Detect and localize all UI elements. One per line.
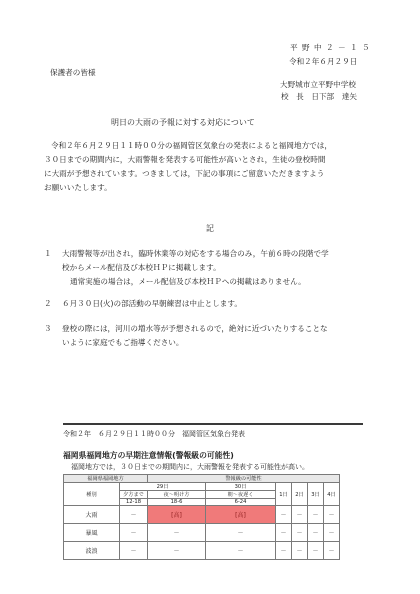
document-number: 平 野 中 ２ － １ ５ [290, 43, 371, 52]
table-hours-2: 18-6 [148, 499, 206, 506]
table-cell: － [324, 506, 340, 524]
body-paragraph [44, 139, 384, 195]
table-period-2: 夜～明け方 [148, 491, 206, 499]
table-cell-warning: [高] [206, 506, 276, 524]
table-day-4: 4日 [324, 483, 340, 506]
table-cell: － [120, 542, 148, 560]
body-line-3: に大雨が予想されています。つきましては，下記の事項にご留意いただきますよう [44, 169, 325, 178]
table-cell: － [148, 542, 206, 560]
table-period-1: 夕方まで [120, 491, 148, 499]
item-3-line-2: いように家庭でもご指導ください。 [62, 338, 184, 347]
table-day-30: 30日 [206, 483, 276, 491]
table-cell: － [292, 506, 308, 524]
table-row-label: 暴風 [64, 524, 120, 542]
item-2-number: ２ [44, 299, 52, 308]
table-cell-warning: [高] [148, 506, 206, 524]
document-date: 令和２年６月２９日 [289, 57, 358, 66]
table-cell: － [324, 524, 340, 542]
item-1-number: １ [44, 249, 52, 258]
notice-heading: 福岡県福岡地方の早期注意情報(警報級の可能性) [63, 451, 234, 460]
item-3 [62, 322, 392, 350]
table-cell: － [120, 506, 148, 524]
table-cell: － [206, 542, 276, 560]
table-possibility: 警報級の可能性 [148, 475, 340, 483]
table-day-3: 3日 [308, 483, 324, 506]
item-3-number: ３ [44, 324, 52, 333]
table-cell: － [148, 524, 206, 542]
table-day-1: 1日 [276, 483, 292, 506]
table-cell: － [292, 524, 308, 542]
table-day-29: 29日 [120, 483, 206, 491]
table-row [64, 524, 340, 542]
item-1 [62, 247, 392, 289]
table-cell: － [308, 542, 324, 560]
table-cell: － [120, 524, 148, 542]
table-row [64, 506, 340, 524]
table-cell: － [276, 542, 292, 560]
table-row-label: 大雨 [64, 506, 120, 524]
body-line-2: ３０日までの期間内に，大雨警報を発表する可能性が高いとされ，生徒の登校時間 [44, 155, 326, 164]
body-line-4: お願いいたします。 [44, 183, 112, 192]
body-line-1: 令和２年６月２９日１１時００分の福岡管区気象台の発表によると福岡地方では， [51, 141, 332, 150]
table-cell: － [292, 542, 308, 560]
ki-heading: 記 [206, 224, 214, 233]
table-region: 福岡県福岡地方 [64, 475, 148, 483]
item-1-line-2: 校からメール配信及び本校ＨＰに掲載します。 [62, 263, 221, 272]
item-1-line-1: 大雨警報等が出され，臨時休業等の対応をする場合のみ，午前６時の段階で学 [62, 249, 329, 258]
item-1-line-3: 通常実施の場合は，メール配信及び本校ＨＰへの掲載はありません。 [70, 277, 306, 286]
school-name: 大野城市立平野中学校 [280, 80, 356, 89]
table-period-3: 朝～夜遅く [206, 491, 276, 499]
item-2-line-1: ６月３０日(火)の部活動の早朝練習は中止とします。 [62, 299, 242, 308]
item-3-line-1: 登校の際には，河川の増水等が予想されるので，絶対に近づいたりすることな [62, 324, 328, 333]
table-cell: － [324, 542, 340, 560]
table-cell: － [276, 524, 292, 542]
recipient: 保護者の皆様 [50, 68, 96, 77]
table-cell: － [206, 524, 276, 542]
notice-issued: 令和２年 ６月２９日１１時００分 福岡管区気象台発表 [63, 430, 245, 438]
table-cell: － [276, 506, 292, 524]
table-cell: － [308, 506, 324, 524]
table-day-2: 2日 [292, 483, 308, 506]
table-hours-1: 12-18 [120, 499, 148, 506]
document-title: 明日の大雨の予報に対する対応について [111, 118, 255, 127]
table-row-label: 波浪 [64, 542, 120, 560]
weather-notice [63, 423, 363, 555]
table-hours-3: 6-24 [206, 499, 276, 506]
warning-table [63, 474, 340, 560]
table-row [64, 542, 340, 560]
notice-text: 福岡地方では，３０日までの期間内に，大雨警報を発表する可能性が高い。 [71, 463, 309, 471]
principal-name: 校 長 日下部 達矢 [281, 92, 357, 101]
table-type-label: 種別 [64, 483, 120, 506]
table-cell: － [308, 524, 324, 542]
